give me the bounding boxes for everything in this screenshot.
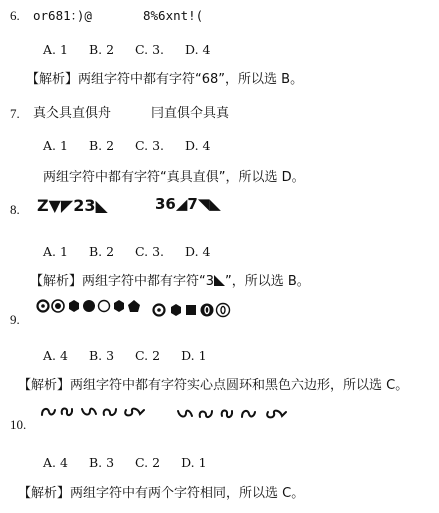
question-8-options xyxy=(43,244,232,260)
option-c[interactable]: C. 3. xyxy=(135,244,165,259)
black-hexagon-icon xyxy=(114,300,124,312)
black-hexagon-icon xyxy=(171,304,181,316)
question-6-options xyxy=(43,42,232,58)
left-character-group: 真仌具直俱舟 xyxy=(33,106,112,121)
analysis-suffix: ”，所以选 B。 xyxy=(225,274,310,289)
left-character-group: or681：)@ xyxy=(33,8,92,23)
option-c[interactable]: C. 2 xyxy=(135,455,161,470)
option-c[interactable]: C. 2 xyxy=(135,348,161,363)
option-d[interactable]: D. 4 xyxy=(185,138,211,153)
question-10-analysis: 【解析】两组字符中有两个字符相同，所以选 C。 xyxy=(18,486,305,501)
option-a[interactable]: A. 1 xyxy=(43,244,68,259)
question-10-left-symbols xyxy=(40,405,165,419)
swirl-glyph xyxy=(125,409,144,416)
option-a[interactable]: A. 1 xyxy=(43,138,68,153)
question-10-right-symbols xyxy=(176,406,306,422)
option-c[interactable]: C. 3. xyxy=(135,138,165,153)
hook-glyph xyxy=(200,411,212,417)
curl-glyph xyxy=(82,409,96,415)
question-9-analysis: 【解析】两组字符中都有字符实心点圆环和黑色六边形，所以选 C。 xyxy=(18,378,409,393)
option-c[interactable]: C. 3. xyxy=(135,42,165,57)
loop-glyph xyxy=(62,408,72,415)
left-character-group: Z▼◤23◣ xyxy=(37,196,108,215)
white-circle-icon xyxy=(99,301,110,312)
option-d[interactable]: D. 4 xyxy=(185,244,211,259)
option-b[interactable]: B. 2 xyxy=(88,244,115,259)
option-b[interactable]: B. 3 xyxy=(88,348,115,363)
right-character-group: 冃直俱仐具真 xyxy=(151,106,230,121)
option-a[interactable]: A. 4 xyxy=(43,348,68,363)
question-number: 6. xyxy=(10,8,20,23)
question-7-analysis: 两组字符中都有字符“真具直俱”，所以选 D。 xyxy=(43,170,305,185)
black-square-icon xyxy=(186,305,196,315)
option-b[interactable]: B. 2 xyxy=(88,42,115,57)
question-10-options xyxy=(43,455,228,471)
option-d[interactable]: D. 1 xyxy=(181,348,207,363)
question-8-analysis xyxy=(30,274,310,290)
swirl-glyph xyxy=(267,411,286,418)
squiggle-glyph xyxy=(42,409,55,415)
option-b[interactable]: B. 3 xyxy=(88,455,115,470)
question-9-right-symbols xyxy=(152,302,242,318)
question-9-options xyxy=(43,348,228,364)
question-9-left-symbols xyxy=(36,298,156,314)
curl-glyph xyxy=(178,411,192,417)
analysis-prefix: 【解析】两组字符中都有字符“3 xyxy=(30,274,215,289)
right-character-group: 8%6xnt!( xyxy=(143,8,204,23)
question-9-number: 9. xyxy=(10,312,20,327)
right-character-group: 36◢7◥◣ xyxy=(155,195,221,213)
question-number: 8. xyxy=(10,202,20,217)
option-d[interactable]: D. 4 xyxy=(185,42,211,57)
zero-circle-icon xyxy=(201,304,214,317)
hook-glyph xyxy=(104,409,116,415)
squiggle-glyph xyxy=(242,411,255,417)
option-a[interactable]: A. 1 xyxy=(43,42,68,57)
loop-glyph xyxy=(222,410,232,417)
question-7-options xyxy=(43,138,232,154)
black-hexagon-icon xyxy=(69,300,79,312)
option-b[interactable]: B. 2 xyxy=(88,138,115,153)
question-number: 7. xyxy=(10,106,20,121)
black-circle-icon xyxy=(83,300,95,312)
black-pentagon-icon xyxy=(128,300,140,312)
option-a[interactable]: A. 4 xyxy=(43,455,68,470)
question-10-number: 10. xyxy=(10,417,27,432)
black-corner-triangle-icon xyxy=(214,275,225,286)
question-6-analysis: 【解析】两组字符中都有字符“68”，所以选 B。 xyxy=(26,72,304,87)
zero-ring-icon xyxy=(217,304,230,317)
option-d[interactable]: D. 1 xyxy=(181,455,207,470)
